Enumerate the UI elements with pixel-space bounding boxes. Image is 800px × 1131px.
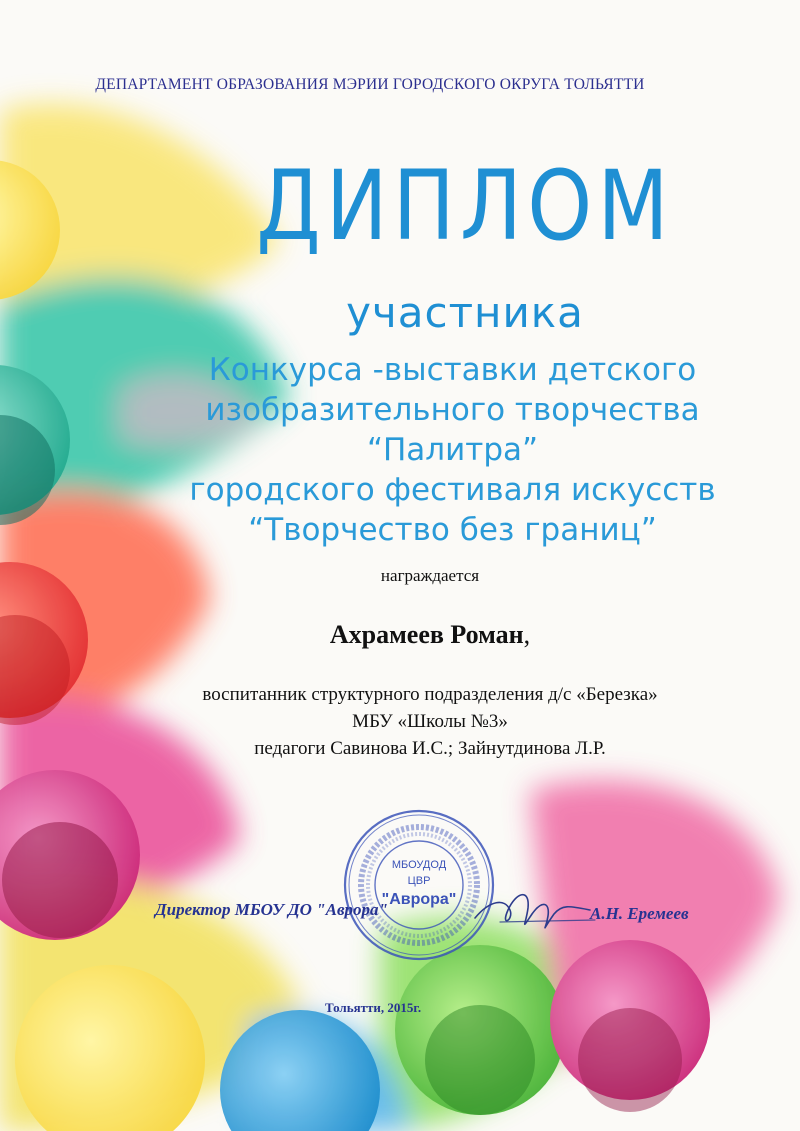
recipient-detail: МБУ «Школы №3» — [352, 711, 508, 732]
signature — [470, 880, 600, 940]
recipient-suffix: , — [523, 620, 531, 649]
seal-line: ЦВР — [407, 875, 431, 887]
director-name: А.Н. Еремеев — [590, 904, 689, 923]
contest-line: Конкурса -выставки детского — [208, 352, 697, 388]
recipient-detail: воспитанник структурного подразделения д/с «Березка» — [202, 684, 658, 705]
recipient-name: Ахрамеев Роман — [329, 620, 524, 649]
seal-line: МБОУДОД — [391, 859, 447, 871]
seal-line: "Аврора" — [381, 891, 457, 908]
diploma-title: ДИПЛОМ — [256, 150, 674, 262]
place-date: Тольятти, 2015г. — [325, 1000, 422, 1015]
department-header: ДЕПАРТАМЕНТ ОБРАЗОВАНИЯ МЭРИИ ГОРОДСКОГО ОКРУГА ТОЛЬЯТТИ — [95, 76, 645, 93]
diploma-subtitle: участника — [346, 288, 584, 337]
contest-line: “Палитра” — [366, 432, 539, 468]
contest-line: изобразительного творчества — [205, 392, 700, 428]
contest-line: “Творчество без границ” — [248, 512, 657, 548]
awarded-text: награждается — [380, 566, 480, 585]
recipient-detail: педагоги Савинова И.С.; Зайнутдинова Л.Р. — [254, 738, 606, 759]
contest-line: городского фестиваля искусств — [189, 472, 716, 508]
recipient — [0, 620, 800, 650]
director-title: Директор МБОУ ДО "Аврора" — [155, 900, 388, 919]
